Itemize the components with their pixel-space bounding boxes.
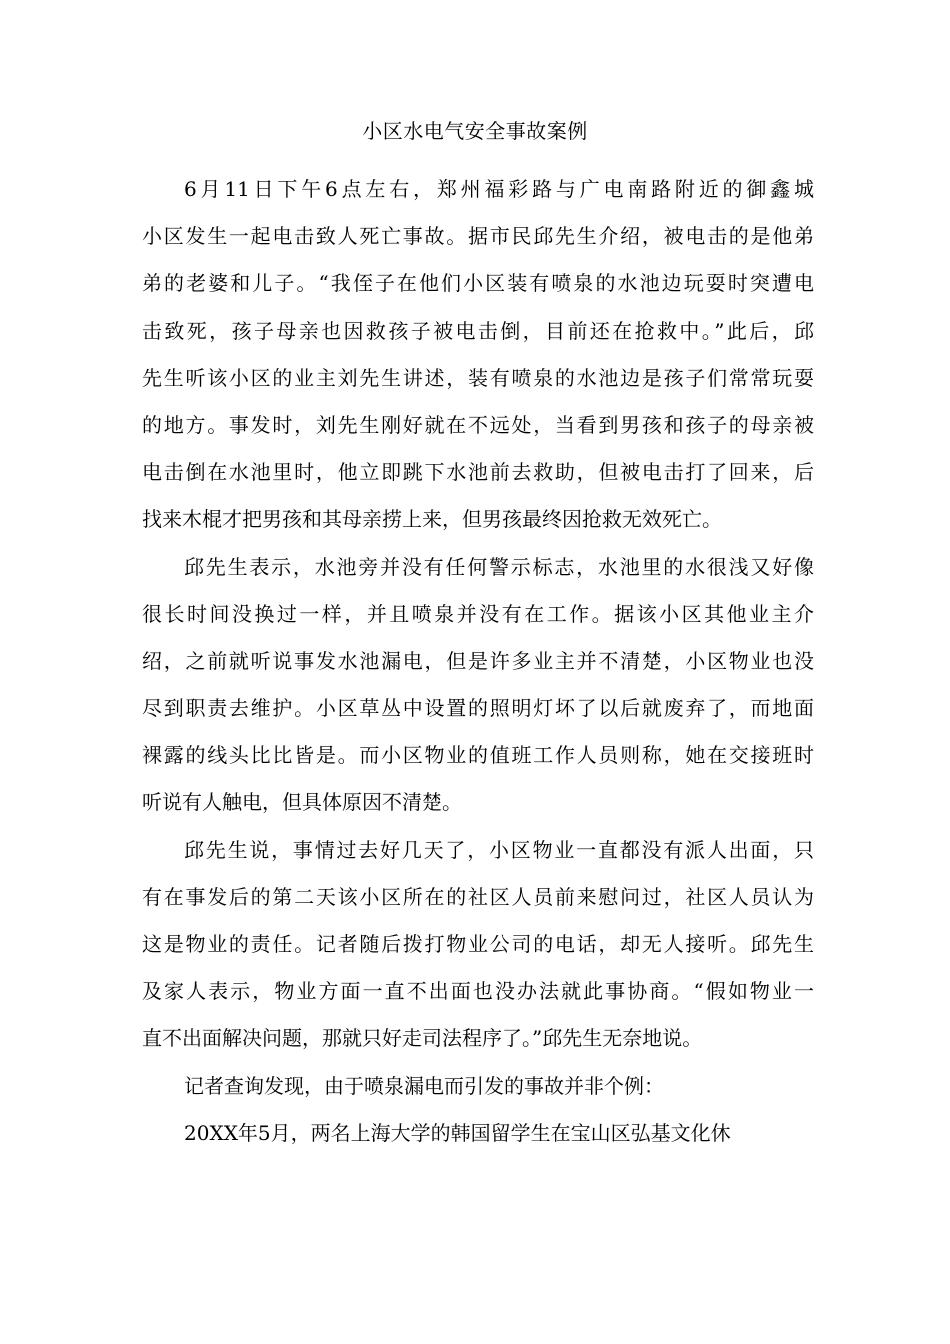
text-line: 电击倒在水池里时，他立即跳下水池前去救助，但被电击打了回来，后 [142,460,814,485]
text-line: 及家人表示，物业方面一直不出面也没办法就此事协商。“假如物业一 [142,979,814,1004]
text-line: 弟的老婆和儿子。“我侄子在他们小区装有喷泉的水池边玩耍时突遭电 [142,271,814,296]
text-line: 20XX年5月，两名上海大学的韩国留学生在宝山区弘基文化休 [184,1120,731,1145]
paragraph-4 [142,1063,814,1110]
text-line: 6月11日下午6点左右，郑州福彩路与广电南路附近的御鑫城 [184,177,814,201]
text-line: 击致死，孩子母亲也因救孩子被电击倒，目前还在抢救中。”此后，邱 [142,318,814,343]
text-line: 邱先生说，事情过去好几天了，小区物业一直都没有派人出面，只 [184,837,814,862]
text-line: 小区发生一起电击致人死亡事故。据市民邱先生介绍，被电击的是他弟 [142,224,814,249]
text-line: 记者查询发现，由于喷泉漏电而引发的事故并非个例： [184,1073,664,1098]
text-line: 很长时间没换过一样，并且喷泉并没有在工作。据该小区其他业主介 [142,601,814,626]
document-title: 小区水电气安全事故案例 [362,119,588,143]
text-line: 这是物业的责任。记者随后拨打物业公司的电话，却无人接听。邱先生 [142,932,814,956]
text-line: 的地方。事发时，刘先生刚好就在不远处，当看到男孩和孩子的母亲被 [142,412,814,437]
text-line: 有在事发后的第二天该小区所在的社区人员前来慰问过，社区人员认为 [142,884,814,909]
text-line: 直不出面解决问题，那就只好走司法程序了。”邱先生无奈地说。 [142,1026,703,1051]
text-line: 听说有人触电，但具体原因不清楚。 [142,790,462,815]
text-line: 找来木棍才把男孩和其母亲捞上来，但男孩最终因抢救无效死亡。 [142,507,722,532]
document-body [142,166,814,1157]
paragraph-3 [142,827,814,1063]
paragraph-2 [142,544,814,827]
text-line: 邱先生表示，水池旁并没有任何警示标志，水池里的水很浅又好像 [184,554,814,579]
text-line: 先生听该小区的业主刘先生讲述，装有喷泉的水池边是孩子们常常玩耍 [142,365,814,390]
text-line: 裸露的线头比比皆是。而小区物业的值班工作人员则称，她在交接班时 [142,743,814,768]
text-line: 尽到职责去维护。小区草丛中设置的照明灯坏了以后就废弃了，而地面 [142,696,814,721]
text-line: 绍，之前就听说事发水池漏电，但是许多业主并不清楚，小区物业也没 [142,648,814,673]
paragraph-1 [142,166,814,544]
paragraph-5 [142,1110,814,1157]
